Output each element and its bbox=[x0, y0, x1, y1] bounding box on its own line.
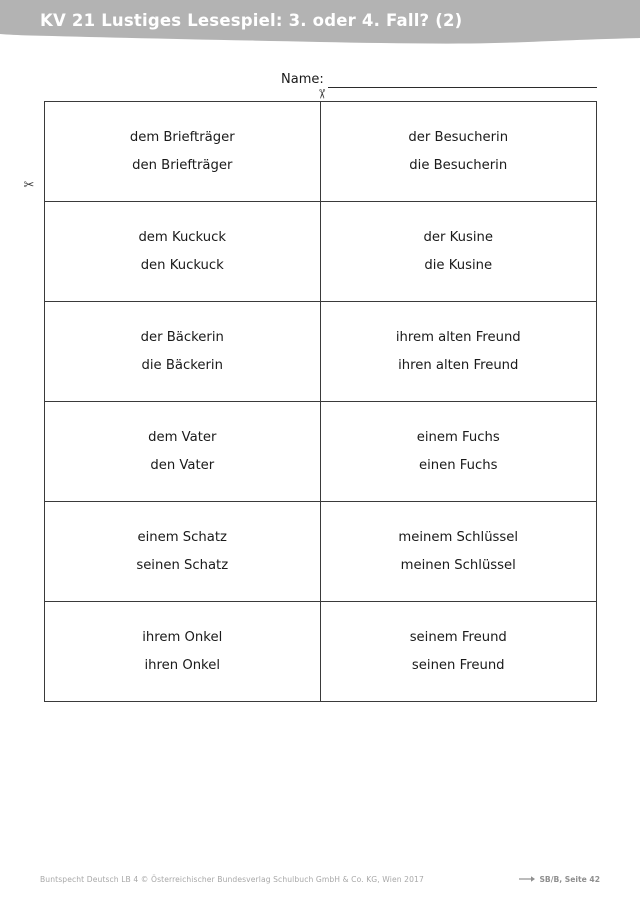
card-cell[interactable] bbox=[321, 302, 597, 401]
card-line-dative: dem Vater bbox=[148, 430, 217, 445]
card-line-accusative: die Bäckerin bbox=[141, 358, 223, 373]
card-cell[interactable] bbox=[45, 302, 321, 401]
card-cell[interactable] bbox=[45, 402, 321, 501]
table-row bbox=[45, 602, 596, 701]
card-cell[interactable] bbox=[45, 502, 321, 601]
card-line-dative: einem Schatz bbox=[137, 530, 227, 545]
card-cell[interactable] bbox=[321, 102, 597, 201]
card-line-dative: dem Kuckuck bbox=[138, 230, 227, 245]
card-line-accusative: einen Fuchs bbox=[419, 458, 498, 473]
page-header-banner bbox=[0, 0, 640, 52]
table-row bbox=[45, 402, 596, 502]
card-line-dative: der Kusine bbox=[423, 230, 493, 245]
card-line-dative: meinem Schlüssel bbox=[398, 530, 519, 545]
card-cell[interactable] bbox=[45, 202, 321, 301]
card-line-dative: ihrem alten Freund bbox=[395, 330, 521, 345]
arrow-right-icon bbox=[519, 875, 535, 883]
card-line-dative: der Bäckerin bbox=[140, 330, 224, 345]
book-reference-label: SB/B, Seite 42 bbox=[539, 874, 600, 884]
card-line-accusative: ihren alten Freund bbox=[398, 358, 519, 373]
card-cell[interactable] bbox=[321, 202, 597, 301]
card-line-dative: seinem Freund bbox=[409, 630, 507, 645]
table-row bbox=[45, 502, 596, 602]
card-line-accusative: seinen Schatz bbox=[136, 558, 229, 573]
card-line-accusative: den Briefträger bbox=[132, 158, 233, 173]
name-input-rule[interactable] bbox=[328, 73, 597, 88]
scissors-icon: ✂ bbox=[23, 178, 35, 193]
card-cell[interactable] bbox=[45, 102, 321, 201]
card-line-accusative: die Besucherin bbox=[409, 158, 508, 173]
card-line-accusative: den Vater bbox=[150, 458, 215, 473]
card-cell[interactable] bbox=[45, 602, 321, 701]
page-footer bbox=[0, 870, 640, 888]
table-row bbox=[45, 202, 596, 302]
card-line-accusative: meinen Schlüssel bbox=[400, 558, 516, 573]
card-line-accusative: die Kusine bbox=[424, 258, 493, 273]
table-row bbox=[45, 102, 596, 202]
card-cell[interactable] bbox=[321, 502, 597, 601]
scissors-icon: ✂ bbox=[313, 88, 328, 100]
card-line-accusative: seinen Freund bbox=[411, 658, 505, 673]
table-row bbox=[45, 302, 596, 402]
book-reference bbox=[519, 875, 600, 884]
scissors-cut-marker-left bbox=[20, 177, 38, 195]
card-line-dative: dem Briefträger bbox=[129, 130, 235, 145]
card-line-dative: ihrem Onkel bbox=[142, 630, 223, 645]
word-card-table bbox=[44, 101, 597, 702]
card-cell[interactable] bbox=[321, 402, 597, 501]
page-title: KV 21 Lustiges Lesespiel: 3. oder 4. Fall? (2) bbox=[40, 11, 463, 30]
copyright-notice: Buntspecht Deutsch LB 4 © Österreichischer Bundesverlag Schulbuch GmbH & Co. KG, Wien 2017 bbox=[40, 874, 424, 884]
card-line-dative: einem Fuchs bbox=[416, 430, 500, 445]
card-line-accusative: den Kuckuck bbox=[140, 258, 224, 273]
card-cell[interactable] bbox=[321, 602, 597, 701]
card-line-accusative: ihren Onkel bbox=[144, 658, 220, 673]
card-line-dative: der Besucherin bbox=[408, 130, 509, 145]
name-label: Name: bbox=[281, 72, 324, 87]
